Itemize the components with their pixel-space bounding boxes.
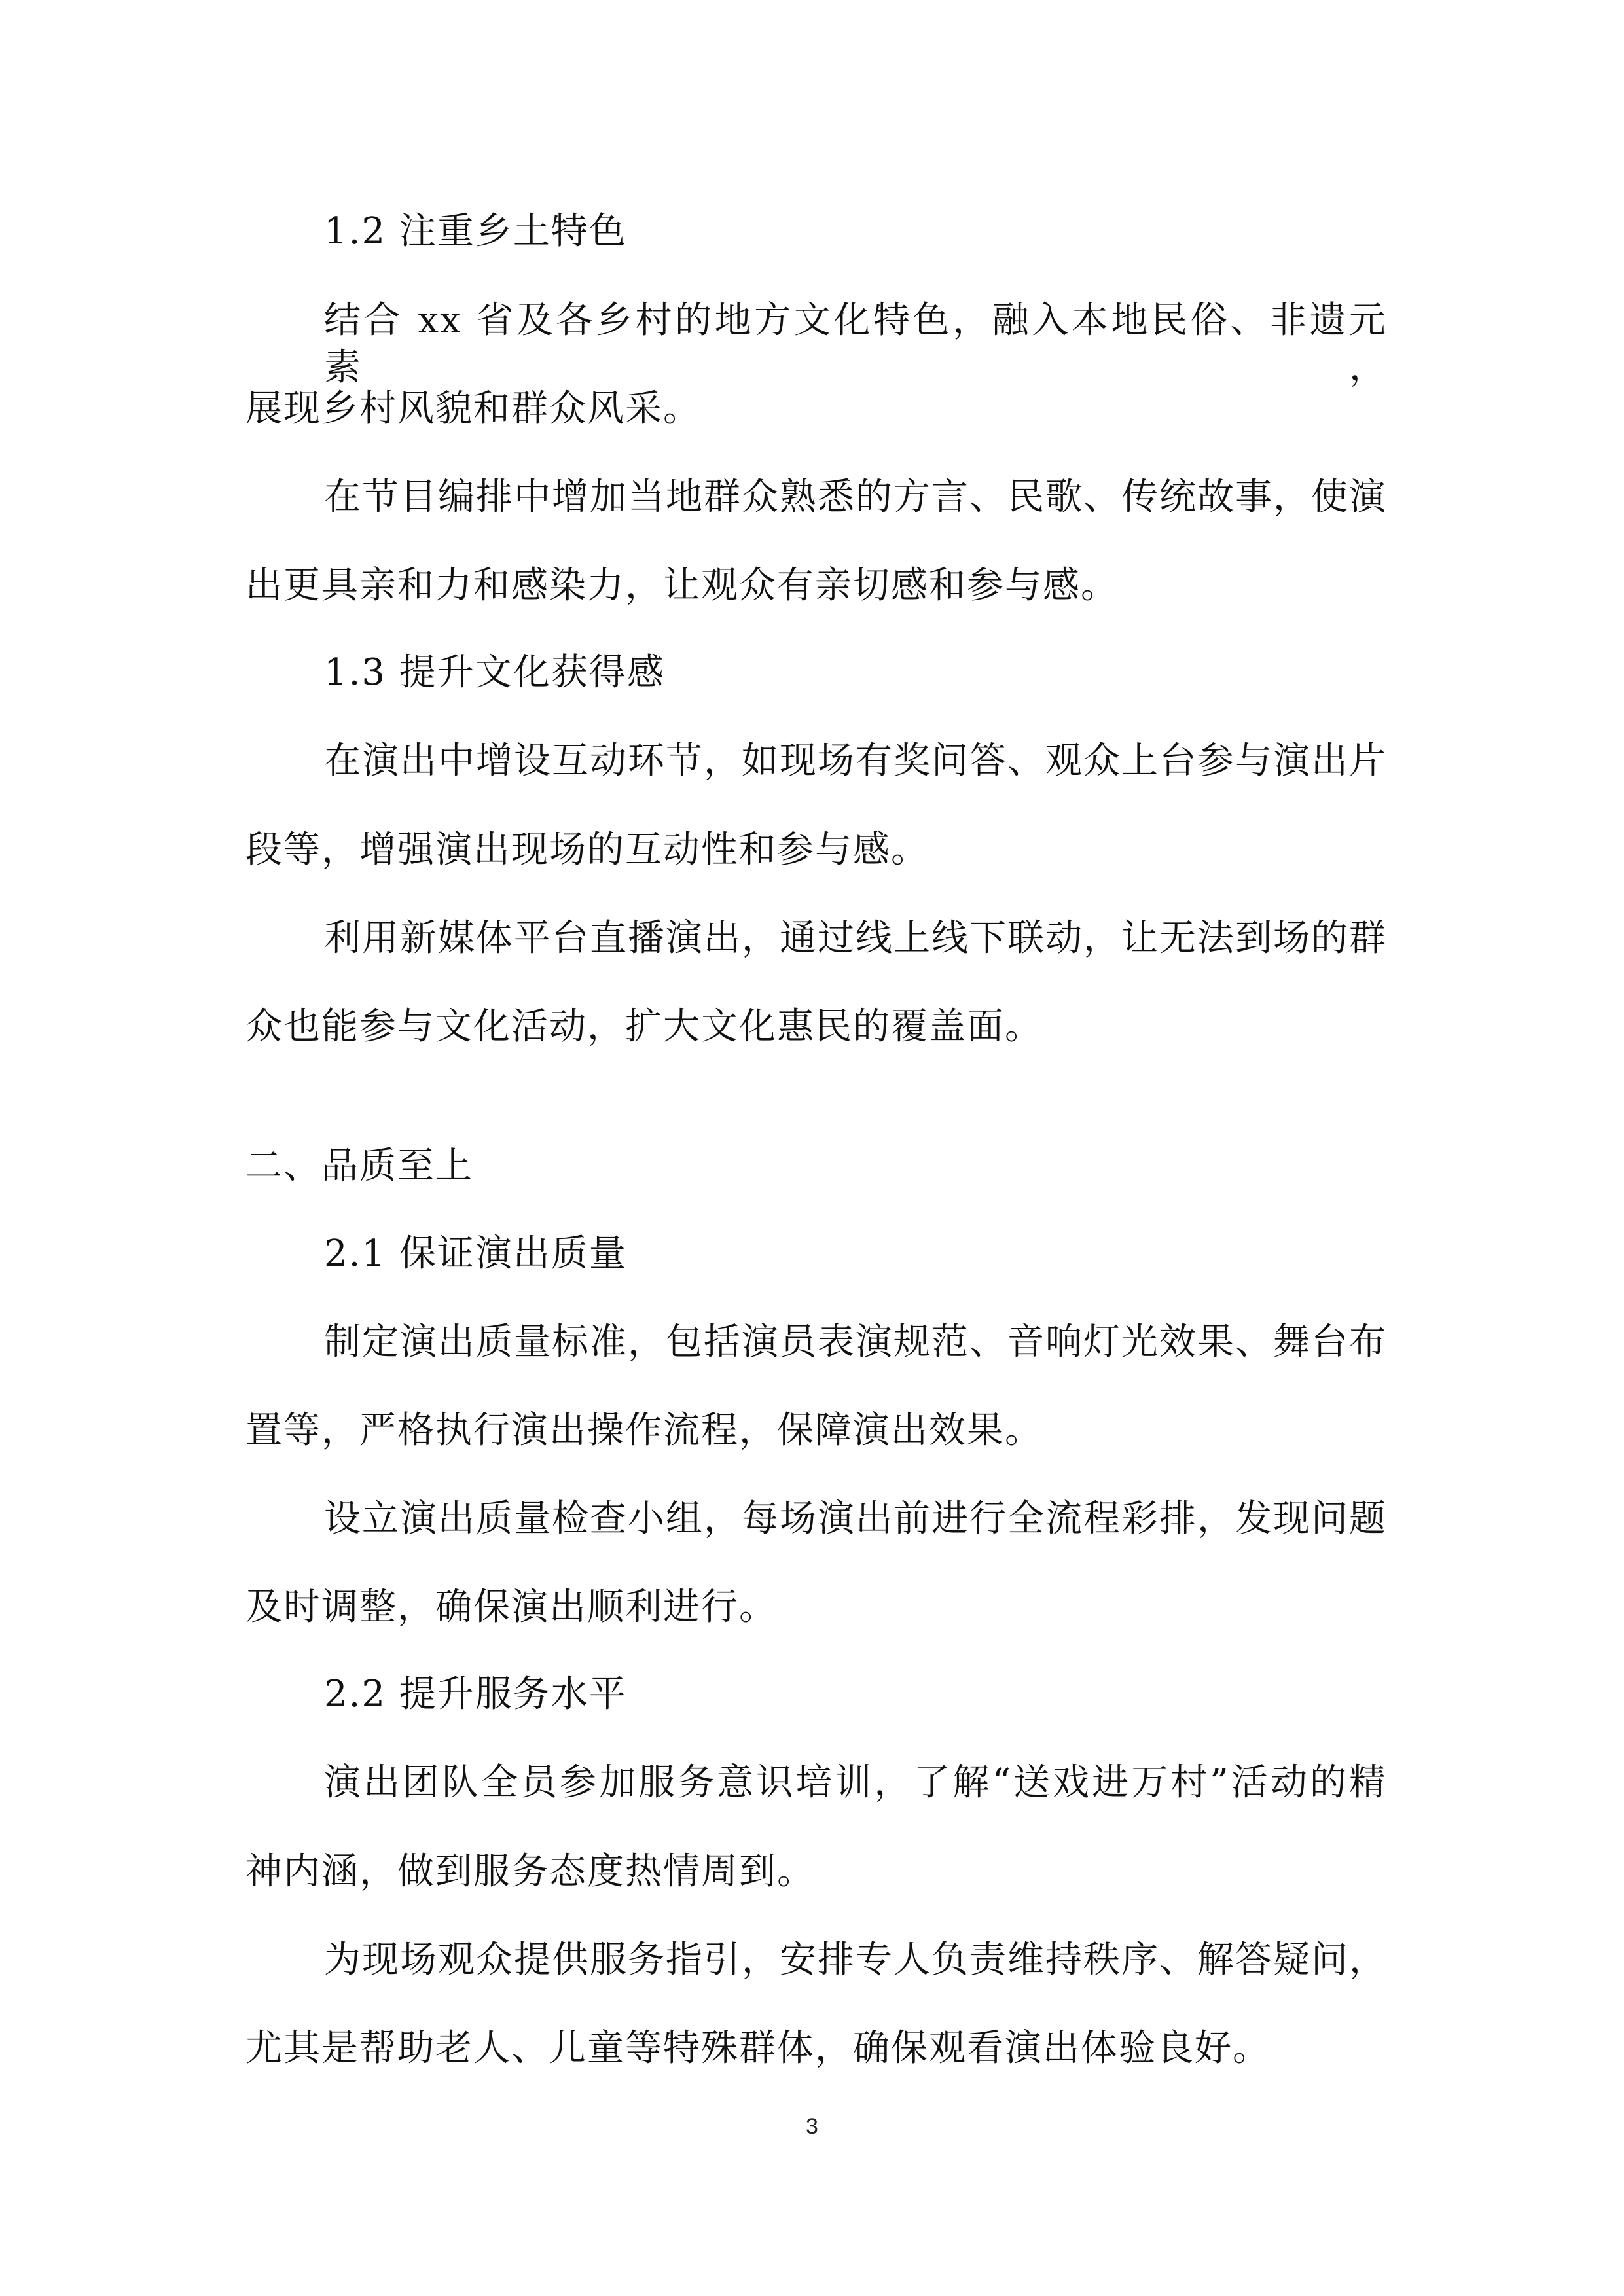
paragraph-line: 出更具亲和力和感染力，让观众有亲切感和参与感。 <box>245 564 1119 607</box>
subheading-1-3: 1.3 提升文化获得感 <box>324 651 665 694</box>
subheading-1-2: 1.2 注重乡土特色 <box>324 210 627 253</box>
paragraph-line: 在演出中增设互动环节，如现场有奖问答、观众上台参与演出片 <box>324 740 1387 782</box>
paragraph-line: 设立演出质量检查小组，每场演出前进行全流程彩排，发现问题 <box>324 1498 1387 1540</box>
paragraph-line: 制定演出质量标准，包括演员表演规范、音响灯光效果、舞台布 <box>324 1321 1387 1363</box>
paragraph-line: 尤其是帮助老人、儿童等特殊群体，确保观看演出体验良好。 <box>245 2027 1271 2070</box>
paragraph-line: 及时调整，确保演出顺利进行。 <box>245 1586 777 1628</box>
paragraph-line: 在节目编排中增加当地群众熟悉的方言、民歌、传统故事，使演 <box>324 476 1387 518</box>
paragraph-line: 段等，增强演出现场的互动性和参与感。 <box>245 829 929 871</box>
section-heading-2: 二、品质至上 <box>245 1145 473 1187</box>
subheading-2-1: 2.1 保证演出质量 <box>324 1232 627 1275</box>
paragraph-line: 展现乡村风貌和群众风采。 <box>245 387 701 430</box>
paragraph-line: 置等，严格执行演出操作流程，保障演出效果。 <box>245 1409 1043 1452</box>
subheading-2-2: 2.2 提升服务水平 <box>324 1673 627 1715</box>
paragraph-line: 神内涵，做到服务态度热情周到。 <box>245 1850 815 1893</box>
paragraph-line: 结合 xx 省及各乡村的地方文化特色，融入本地民俗、非遗元素， <box>324 299 1387 389</box>
paragraph-line: 演出团队全员参加服务意识培训，了解“送戏进万村”活动的精 <box>324 1761 1387 1804</box>
paragraph-line: 众也能参与文化活动，扩大文化惠民的覆盖面。 <box>245 1005 1043 1048</box>
paragraph-line: 为现场观众提供服务指引，安排专人负责维持秩序、解答疑问， <box>324 1939 1387 1981</box>
paragraph-line: 利用新媒体平台直播演出，通过线上线下联动，让无法到场的群 <box>324 917 1387 960</box>
page-number: 3 <box>806 2114 818 2139</box>
